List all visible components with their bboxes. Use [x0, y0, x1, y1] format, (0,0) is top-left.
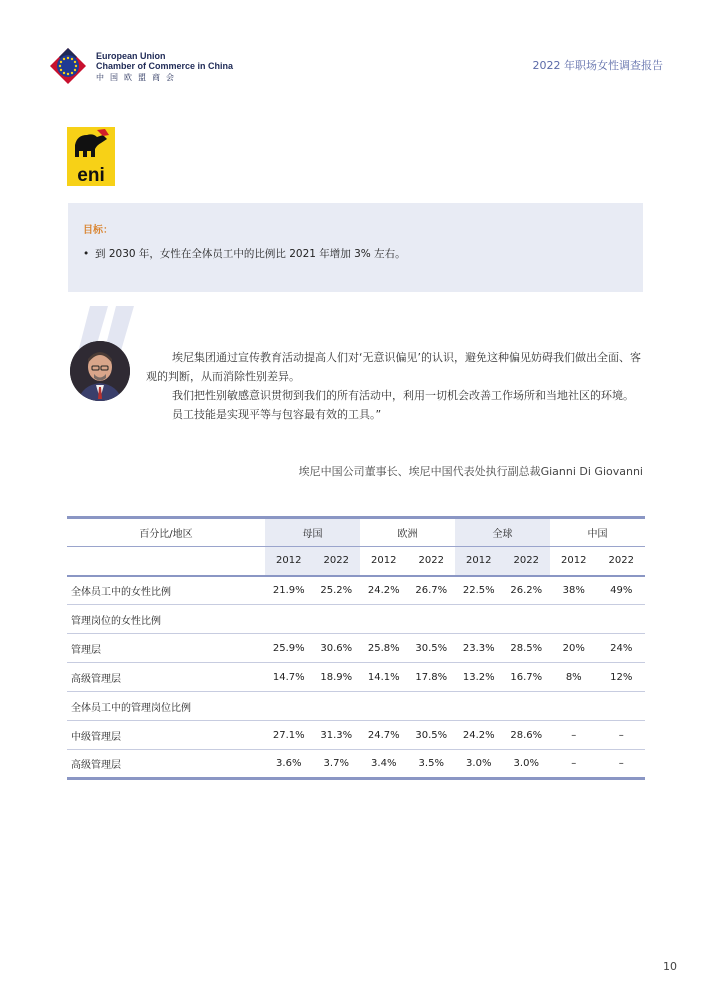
table-row-label: 管理岗位的女性比例	[67, 605, 265, 634]
table-cell: 16.7%	[503, 663, 551, 692]
table-region-header: 全球	[455, 518, 550, 547]
table-cell	[503, 605, 551, 634]
table-year-header: 2012	[455, 547, 503, 576]
avatar	[70, 341, 130, 401]
table-cell: 8%	[550, 663, 598, 692]
table-cell	[408, 692, 456, 721]
table-cell	[313, 605, 361, 634]
table-cell: 30.5%	[408, 721, 456, 750]
table-cell: 21.9%	[265, 576, 313, 605]
org-name-line1: European Union	[96, 51, 166, 61]
table-cell: 24.2%	[360, 576, 408, 605]
quote-paragraph: 埃尼集团通过宣传教育活动提高人们对‘无意识偏见’的认识，避免这种偏见妨碍我们做出全面、客观的判断，从而消除性别差异。	[146, 351, 641, 383]
table-cell: 26.7%	[408, 576, 456, 605]
table-cell: 18.9%	[313, 663, 361, 692]
table-cell	[67, 547, 265, 576]
table-row-label: 中级管理层	[67, 721, 265, 750]
table-cell	[265, 692, 313, 721]
table-year-header: 2022	[313, 547, 361, 576]
table-cell: 14.1%	[360, 663, 408, 692]
org-name	[96, 51, 233, 83]
table-row	[67, 663, 645, 692]
table-cell: 25.2%	[313, 576, 361, 605]
table-year-header: 2022	[408, 547, 456, 576]
table-cell: –	[550, 750, 598, 779]
table-body	[67, 576, 645, 779]
data-table	[67, 516, 645, 780]
org-name-line2: Chamber of Commerce in China	[96, 61, 234, 71]
table-year-header: 2022	[598, 547, 646, 576]
table-cell: 25.9%	[265, 634, 313, 663]
table-cell: 24.7%	[360, 721, 408, 750]
table-cell	[408, 605, 456, 634]
table-cell	[360, 692, 408, 721]
goal-box	[68, 203, 643, 292]
eni-logo	[67, 127, 115, 186]
table-cell: 31.3%	[313, 721, 361, 750]
goal-label: 目标：	[83, 225, 113, 236]
table-cell: 3.0%	[503, 750, 551, 779]
table-row	[67, 576, 645, 605]
eni-six-legged-dog-logo	[67, 127, 115, 186]
table-row	[67, 692, 645, 721]
table-cell	[598, 605, 646, 634]
table-cell	[550, 605, 598, 634]
table-row-label: 管理层	[67, 634, 265, 663]
table-cell: 24.2%	[455, 721, 503, 750]
page-number: 10	[663, 960, 677, 973]
table-row	[67, 721, 645, 750]
table-cell: 12%	[598, 663, 646, 692]
table-cell	[265, 605, 313, 634]
table-cell: –	[598, 750, 646, 779]
table-region-header: 欧洲	[360, 518, 455, 547]
page-header	[0, 0, 710, 100]
table-corner-header: 百分比/地区	[67, 518, 265, 547]
table-row	[67, 605, 645, 634]
quote-paragraph: 员工技能是实现平等与包容最有效的工具。”	[172, 408, 382, 421]
table-cell: 3.4%	[360, 750, 408, 779]
table-row-label: 高级管理层	[67, 663, 265, 692]
table-cell: 49%	[598, 576, 646, 605]
table-cell: 17.8%	[408, 663, 456, 692]
table-row-label: 全体员工中的女性比例	[67, 576, 265, 605]
table-cell	[455, 692, 503, 721]
table-year-header: 2012	[265, 547, 313, 576]
table-row-label: 全体员工中的管理岗位比例	[67, 692, 265, 721]
table-region-header: 母国	[265, 518, 360, 547]
table-cell: 28.6%	[503, 721, 551, 750]
table-cell: 26.2%	[503, 576, 551, 605]
svg-text:eni: eni	[77, 165, 105, 186]
table-row	[67, 750, 645, 779]
table-cell: 22.5%	[455, 576, 503, 605]
goal-item	[83, 246, 406, 261]
table-cell	[598, 692, 646, 721]
table-cell: 20%	[550, 634, 598, 663]
table-cell: 28.5%	[503, 634, 551, 663]
table-cell: 13.2%	[455, 663, 503, 692]
quote-paragraph: 我们把性别敏感意识贯彻到我们的所有活动中，利用一切机会改善工作场所和当地社区的环境。	[172, 389, 634, 402]
org-name-cn: 中国欧盟商会	[96, 73, 180, 82]
goal-item-text: 到 2030 年，女性在全体员工中的比例比 2021 年增加 3% 左右。	[95, 248, 406, 260]
table-year-header: 2012	[360, 547, 408, 576]
table-cell	[503, 692, 551, 721]
table-cell	[455, 605, 503, 634]
portrait-image	[70, 341, 130, 401]
table-cell	[360, 605, 408, 634]
table-cell: 3.5%	[408, 750, 456, 779]
quote-attribution: 埃尼中国公司董事长、埃尼中国代表处执行副总裁Gianni Di Giovanni	[298, 465, 643, 478]
table-cell: 27.1%	[265, 721, 313, 750]
table-cell	[550, 692, 598, 721]
table-year-header: 2022	[503, 547, 551, 576]
table-year-row	[67, 547, 645, 576]
table-cell: 38%	[550, 576, 598, 605]
table-header-row	[67, 518, 645, 547]
table-cell: 3.0%	[455, 750, 503, 779]
table-region-header: 中国	[550, 518, 645, 547]
table-cell	[313, 692, 361, 721]
table-year-header: 2012	[550, 547, 598, 576]
table-cell: 30.5%	[408, 634, 456, 663]
table-cell: 30.6%	[313, 634, 361, 663]
table-cell: 25.8%	[360, 634, 408, 663]
table-cell: –	[550, 721, 598, 750]
table-cell: 24%	[598, 634, 646, 663]
table-cell: 14.7%	[265, 663, 313, 692]
table-row	[67, 634, 645, 663]
table-cell: 23.3%	[455, 634, 503, 663]
bullet-icon: •	[83, 248, 90, 260]
table-cell: –	[598, 721, 646, 750]
table-cell: 3.6%	[265, 750, 313, 779]
quote-text	[146, 348, 644, 424]
report-title: 2022 年职场女性调查报告	[532, 59, 663, 72]
table-cell: 3.7%	[313, 750, 361, 779]
table-row-label: 高级管理层	[67, 750, 265, 779]
eu-chamber-logo-icon	[48, 46, 88, 86]
